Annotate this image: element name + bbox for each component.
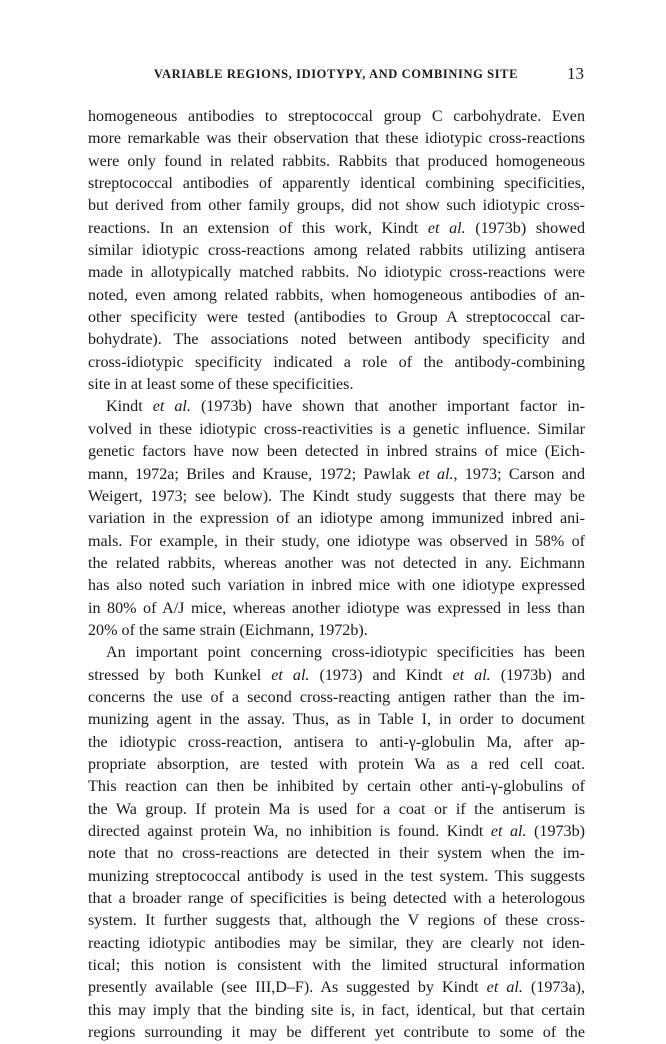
running-title: VARIABLE REGIONS, IDIOTYPY, AND COMBINING SITE: [153, 67, 519, 81]
text-line: that a broader range of specificities is being detected with a heterologous: [88, 890, 585, 908]
text-line: this may imply that the binding site is, in fact, identical, but that certain: [88, 1001, 585, 1019]
text-line: Weigert, 1973; see below). The Kindt study suggests that there may be: [88, 487, 585, 505]
text-line: presently available (see III,D–F). As suggested by Kindt et al. (1973a),: [88, 979, 585, 997]
text-line: stressed by both Kunkel et al. (1973) and Kindt et al. (1973b) and: [88, 666, 585, 684]
text-line: the idiotypic cross-reaction, antisera to anti-γ-globulin Ma, after ap-: [88, 733, 585, 751]
text-line: munizing streptococcal antibody is used in the test system. This suggests: [88, 867, 585, 885]
text-line: more remarkable was their observation that these idiotypic cross-reactions: [88, 130, 585, 148]
text-line: in 80% of A/J mice, whereas another idiotype was expressed in less than: [88, 599, 585, 617]
text-line: streptococcal antibodies of apparently identical combining specificities,: [88, 175, 585, 193]
text-line: mann, 1972a; Briles and Krause, 1972; Pawlak et al., 1973; Carson and: [88, 465, 585, 483]
page-number: 13: [567, 64, 584, 83]
running-header: [88, 64, 584, 86]
text-line: reacting idiotypic antibodies may be similar, they are clearly not iden-: [88, 934, 585, 952]
text-line: were only found in related rabbits. Rabbits that produced homogeneous: [88, 152, 585, 170]
text-line: note that no cross-reactions are detected in their system when the im-: [88, 845, 585, 863]
text-line: directed against protein Wa, no inhibition is found. Kindt et al. (1973b): [88, 823, 585, 840]
text-line: 20% of the same strain (Eichmann, 1972b).: [88, 621, 368, 639]
text-line: Kindt et al. (1973b) have shown that another important factor in-: [106, 398, 585, 416]
text-line: tical; this notion is consistent with the limited structural information: [88, 957, 585, 975]
text-line: the Wa group. If protein Ma is used for a coat or if the antiserum is: [88, 800, 585, 818]
text-line: This reaction can then be inhibited by certain other anti-γ-globulins of: [88, 778, 585, 796]
text-line: An important point concerning cross-idiotypic specificities has been: [106, 644, 585, 662]
text-line: regions surrounding it may be different yet contribute to some of the: [88, 1024, 585, 1042]
text-line: site in at least some of these specificities.: [88, 376, 354, 394]
text-line: reactions. In an extension of this work, Kindt et al. (1973b) showed: [88, 219, 586, 237]
text-line: variation in the expression of an idiotype among immunized inbred ani-: [88, 510, 585, 528]
text-line: noted, even among related rabbits, when homogeneous antibodies of an-: [88, 286, 585, 304]
text-line: propriate absorption, are tested with protein Wa as a red cell coat.: [88, 755, 585, 773]
text-line: bohydrate). The associations noted between antibody specificity and: [88, 331, 585, 349]
text-line: other specificity were tested (antibodies to Group A streptococcal car-: [88, 309, 585, 327]
text-line: concerns the use of a second cross-reacting antigen rather than the im-: [88, 688, 585, 706]
text-line: system. It further suggests that, although the V regions of these cross-: [88, 912, 585, 930]
text-line: genetic factors have now been detected in inbred strains of mice (Eich-: [88, 443, 585, 461]
text-line: mals. For example, in their study, one idiotype was observed in 58% of: [88, 532, 585, 550]
text-line: munizing agent in the assay. Thus, as in Table I, in order to document: [88, 711, 585, 729]
text-line: volved in these idiotypic cross-reactivities is a genetic influence. Similar: [88, 420, 585, 438]
text-line: homogeneous antibodies to streptococcal group C carbohydrate. Even: [88, 108, 585, 125]
text-line: but derived from other family groups, did not show such idiotypic cross-: [88, 197, 585, 215]
text-line: the related rabbits, whereas another was not detected in any. Eichmann: [88, 554, 585, 572]
text-line: has also noted such variation in inbred mice with one idiotype expressed: [88, 577, 585, 595]
text-line: cross-idiotypic specificity indicated a role of the antibody-combining: [88, 353, 585, 371]
text-line: similar idiotypic cross-reactions among related rabbits utilizing antisera: [88, 242, 585, 260]
text-line: made in allotypically matched rabbits. No idiotypic cross-reactions were: [88, 264, 585, 282]
body-text: [88, 106, 585, 1044]
